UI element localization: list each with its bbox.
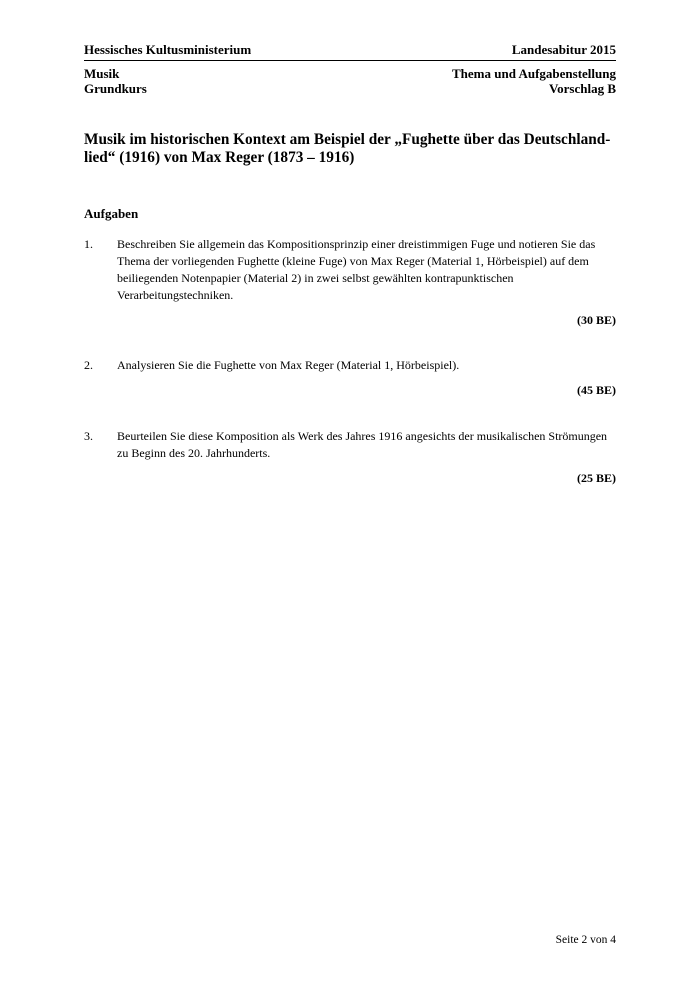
- subject-block: [84, 66, 147, 96]
- task-text: Beschreiben Sie allgemein das Kompositionsprinzip einer dreistimmigen Fuge und notieren Sie das Thema der vorliegenden Fughette (kleine Fuge) von Max Reger (Material 1, Hörbeispiel) auf dem beiliegenden Notenpapier (Material 2) in zwei selbst gewählten kontrapunktischen Verarbeitungstechniken.: [117, 237, 596, 302]
- document-title: Musik im historischen Kontext am Beispiel der „Fughette über das Deutschland-lied“ (1916) von Max Reger (1873 – 1916): [84, 131, 611, 166]
- task-text: Beurteilen Sie diese Komposition als Werk des Jahres 1916 angesichts der musikalischen Strömungen zu Beginn des 20. Jahrhunderts.: [117, 429, 608, 460]
- exam-name: Landesabitur 2015: [511, 42, 616, 57]
- section-block: [452, 66, 616, 96]
- task-number: 3.: [84, 429, 93, 443]
- institution-name: Hessisches Kultusministerium: [84, 42, 252, 57]
- proposal-label: Vorschlag B: [548, 81, 616, 96]
- task-number: 1.: [84, 237, 93, 251]
- task-1: [84, 236, 616, 329]
- page-number: Seite 2 von 4: [555, 934, 616, 946]
- section-title: Thema und Aufgabenstellung: [452, 66, 616, 81]
- task-points: (25 BE): [577, 471, 616, 485]
- task-3: [84, 428, 616, 487]
- subject-label: Musik: [84, 66, 120, 81]
- task-2: [84, 357, 616, 399]
- page-header: [84, 42, 616, 61]
- tasks-heading: Aufgaben: [84, 206, 139, 221]
- page-subheader: [84, 66, 616, 96]
- task-points: (45 BE): [577, 383, 616, 397]
- task-number: 2.: [84, 358, 93, 372]
- task-points: (30 BE): [577, 313, 616, 327]
- task-text: Analysieren Sie die Fughette von Max Reger (Material 1, Hörbeispiel).: [117, 358, 460, 372]
- course-label: Grundkurs: [84, 81, 147, 96]
